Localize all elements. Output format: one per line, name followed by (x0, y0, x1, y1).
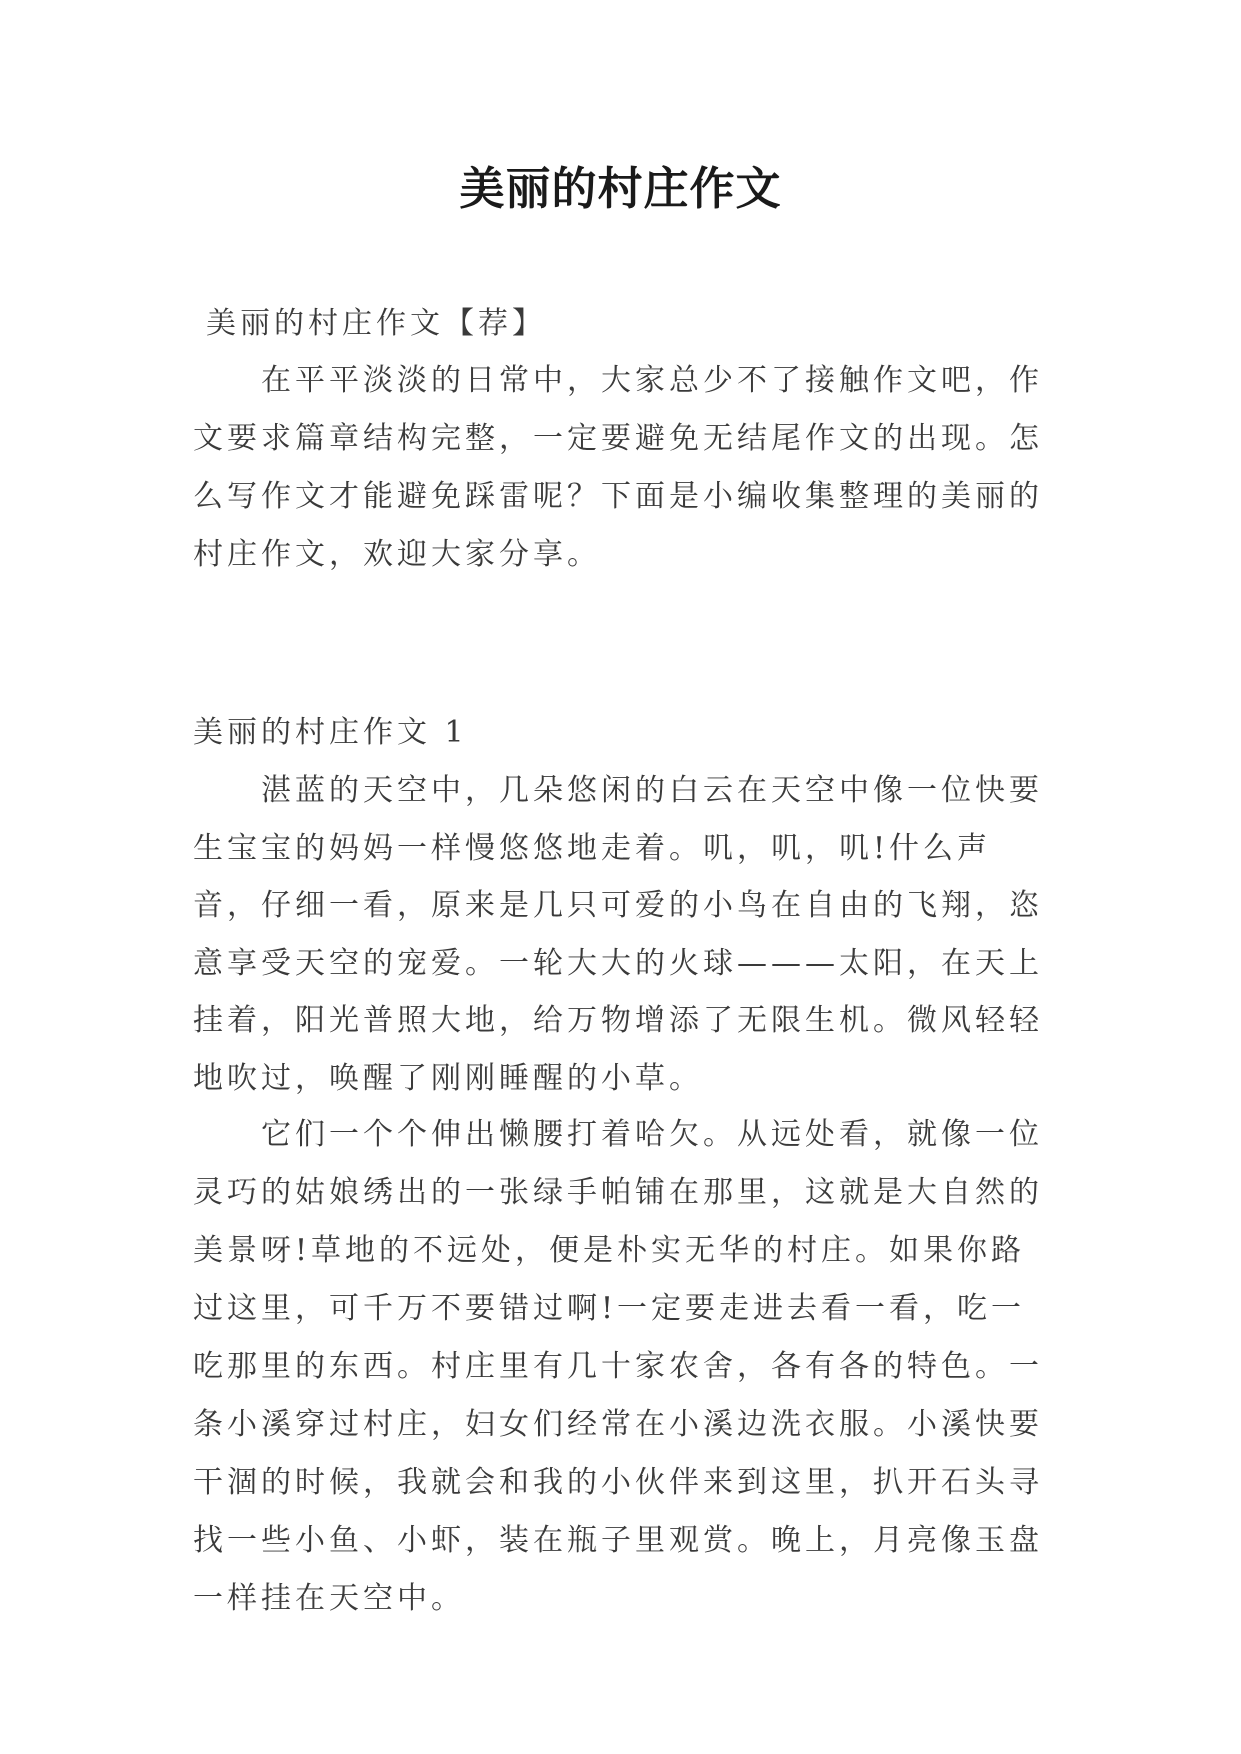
section-heading: 美丽的村庄作文 1 (193, 715, 468, 750)
body-paragraph-1: 湛蓝的天空中，几朵悠闲的白云在天空中像一位快要生宝宝的妈妈一样慢悠悠地走着。叽，叽，叽!什么声音，仔细一看，原来是几只可爱的小鸟在自由的飞翔，恣意享受天空的宠爱。一轮大大的火球———太阳，在天上挂着，阳光普照大地，给万物增添了无限生机。微风轻轻地吹过，唤醒了刚刚睡醒的小草。 (193, 773, 1043, 1096)
body-paragraph-2: 它们一个个伸出懒腰打着哈欠。从远处看，就像一位灵巧的姑娘绣出的一张绿手帕铺在那里，这就是大自然的美景呀!草地的不远处，便是朴实无华的村庄。如果你路过这里，可千万不要错过啊!一定要走进去看一看，吃一吃那里的东西。村庄里有几十家农舍，各有各的特色。一条小溪穿过村庄，妇女们经常在小溪边洗衣服。小溪快要干涸的时候，我就会和我的小伙伴来到这里，扒开石头寻找一些小鱼、小虾，装在瓶子里观赏。晚上，月亮像玉盘一样挂在天空中。 (193, 1117, 1043, 1616)
intro-paragraph: 在平平淡淡的日常中，大家总少不了接触作文吧，作文要求篇章结构完整，一定要避免无结尾作文的出现。怎么写作文才能避免踩雷呢？下面是小编收集整理的美丽的村庄作文，欢迎大家分享。 (193, 363, 1043, 572)
document-subtitle: 美丽的村庄作文【荐】 (206, 306, 546, 341)
document-title: 美丽的村庄作文 (459, 162, 782, 215)
